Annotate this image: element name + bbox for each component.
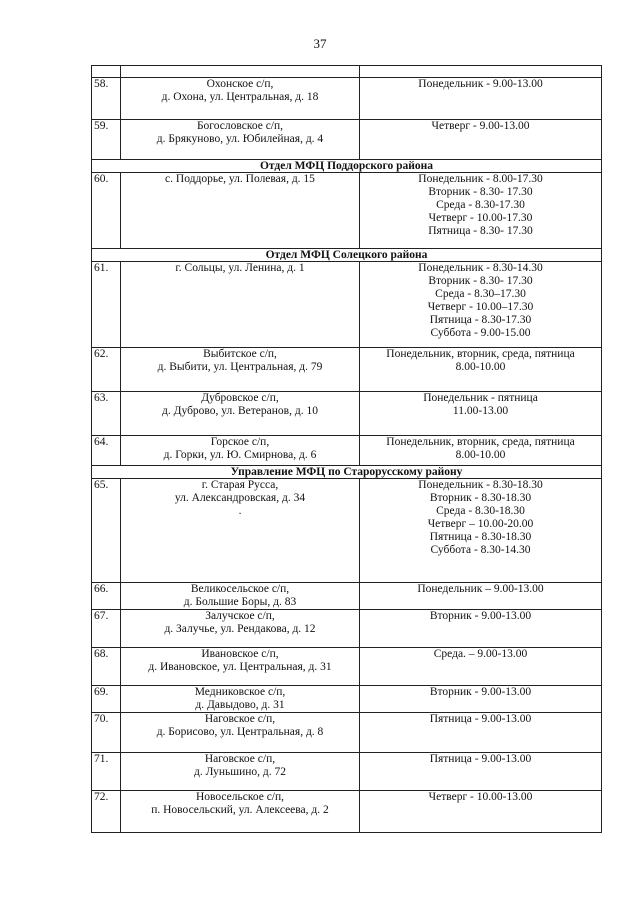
hours-line: Четверг - 10.00-13.00 — [428, 791, 533, 803]
address-line: д. Брякуново, ул. Юбилейная, д. 4 — [156, 133, 324, 145]
table-row — [92, 173, 602, 249]
schedule-table — [91, 65, 602, 833]
table-row — [92, 753, 602, 791]
hours-cell — [360, 686, 602, 713]
section-header-row — [92, 249, 602, 262]
hours-cell — [360, 610, 602, 648]
hours-line: Суббота - 9.00-15.00 — [430, 327, 531, 339]
table-row — [92, 262, 602, 348]
table-row — [92, 66, 602, 78]
table-row — [92, 120, 602, 160]
hours-line: Понедельник - 8.30-14.30 — [418, 262, 543, 274]
address-line: г. Старая Русса, — [201, 479, 279, 491]
hours-cell — [360, 648, 602, 686]
hours-cell — [360, 753, 602, 791]
address-line: с. Поддорье, ул. Полевая, д. 15 — [165, 173, 315, 185]
hours-cell — [360, 78, 602, 120]
address-line: д. Охона, ул. Центральная, д. 18 — [161, 91, 319, 103]
table-row — [92, 791, 602, 833]
section-title: Управление МФЦ по Старорусскому району — [92, 466, 602, 479]
hours-cell — [360, 392, 602, 436]
address-cell — [121, 686, 360, 713]
address-line: Выбитское с/п, — [203, 348, 277, 360]
hours-line: Четверг - 10.00–17.30 — [427, 301, 534, 313]
address-cell — [121, 120, 360, 160]
hours-line: Среда - 8.30-18.30 — [436, 505, 525, 517]
section-header-row — [92, 160, 602, 173]
address-line: д. Луньшино, д. 72 — [193, 766, 287, 778]
hours-line: Вторник - 9.00-13.00 — [429, 610, 532, 622]
section-title: Отдел МФЦ Солецкого района — [92, 249, 602, 262]
hours-line: Вторник - 8.30- 17.30 — [428, 275, 533, 287]
hours-line: Среда. – 9.00-13.00 — [433, 648, 528, 660]
address-line: Медниковское с/п, — [194, 686, 286, 698]
address-line: Горское с/п, — [210, 436, 270, 448]
row-number: 63. — [92, 392, 121, 436]
hours-cell — [360, 348, 602, 392]
hours-line: Пятница - 9.00-13.00 — [429, 753, 532, 765]
hours-line: Вторник - 8.30-18.30 — [429, 492, 532, 504]
table-row — [92, 78, 602, 120]
hours-line: 11.00-13.00 — [452, 405, 509, 417]
table-row — [92, 583, 602, 610]
address-cell — [121, 348, 360, 392]
row-number: 61. — [92, 262, 121, 348]
hours-cell — [360, 120, 602, 160]
table-row — [92, 648, 602, 686]
row-number: 60. — [92, 173, 121, 249]
row-number: 59. — [92, 120, 121, 160]
address-cell — [121, 583, 360, 610]
address-line: Залучское с/п, — [205, 610, 275, 622]
hours-line: Понедельник - пятница — [423, 392, 538, 404]
address-line: Наговское с/п, — [204, 753, 276, 765]
row-number: 69. — [92, 686, 121, 713]
row-number: 70. — [92, 713, 121, 753]
hours-line: Пятница - 8.30- 17.30 — [428, 225, 533, 237]
address-line: Ивановское с/п, — [201, 648, 279, 660]
row-number: 71. — [92, 753, 121, 791]
address-line: Богословское с/п, — [196, 120, 284, 132]
hours-cell — [360, 436, 602, 466]
address-line: Новосельское с/п, — [195, 791, 285, 803]
hours-line: Понедельник - 8.00-17.30 — [418, 173, 543, 185]
address-line: д. Залучье, ул. Рендакова, д. 12 — [164, 623, 316, 635]
address-line: д. Дуброво, ул. Ветеранов, д. 10 — [162, 405, 318, 417]
row-number: 65. — [92, 479, 121, 583]
address-cell — [121, 78, 360, 120]
hours-cell — [360, 791, 602, 833]
address-cell — [121, 753, 360, 791]
address-line: Дубровское с/п, — [201, 392, 279, 404]
hours-cell — [360, 66, 602, 78]
address-cell — [121, 610, 360, 648]
hours-line: Понедельник, вторник, среда, пятница — [386, 436, 575, 448]
hours-line: Среда - 8.30–17.30 — [435, 288, 526, 300]
address-cell — [121, 713, 360, 753]
address-line: д. Выбити, ул. Центральная, д. 79 — [157, 361, 323, 373]
row-number: 72. — [92, 791, 121, 833]
row-number: 58. — [92, 78, 121, 120]
table-row — [92, 479, 602, 583]
address-cell — [121, 479, 360, 583]
row-number: 67. — [92, 610, 121, 648]
hours-cell — [360, 713, 602, 753]
hours-cell — [360, 262, 602, 348]
table-row — [92, 348, 602, 392]
address-line: . — [238, 505, 242, 517]
address-line: г. Сольцы, ул. Ленина, д. 1 — [175, 262, 305, 274]
hours-line: Понедельник - 8.30-18.30 — [418, 479, 543, 491]
hours-line: 8.00-10.00 — [455, 361, 506, 373]
page-number: 37 — [313, 36, 327, 51]
table-row — [92, 392, 602, 436]
address-cell — [121, 648, 360, 686]
section-title: Отдел МФЦ Поддорского района — [92, 160, 602, 173]
table-row — [92, 610, 602, 648]
hours-line: Четверг - 9.00-13.00 — [431, 120, 530, 132]
address-line: Охонское с/п, — [206, 78, 274, 90]
address-line: д. Ивановское, ул. Центральная, д. 31 — [148, 661, 332, 673]
address-line: д. Борисово, ул. Центральная, д. 8 — [156, 726, 324, 738]
address-line: д. Давыдово, д. 31 — [195, 699, 285, 711]
hours-line: Среда - 8.30-17.30 — [436, 199, 525, 211]
hours-cell — [360, 583, 602, 610]
hours-line: Понедельник - 9.00-13.00 — [418, 78, 543, 90]
hours-line: Вторник - 9.00-13.00 — [429, 686, 532, 698]
address-line: п. Новосельский, ул. Алексеева, д. 2 — [151, 804, 329, 816]
address-cell — [121, 66, 360, 78]
schedule-table-body — [92, 66, 602, 833]
row-number — [92, 66, 121, 78]
hours-line: Пятница - 8.30-17.30 — [429, 314, 532, 326]
hours-line: Понедельник – 9.00-13.00 — [417, 583, 544, 595]
hours-line: 8.00-10.00 — [455, 449, 506, 461]
address-cell — [121, 173, 360, 249]
hours-line: Вторник - 8.30- 17.30 — [428, 186, 533, 198]
hours-line: Четверг – 10.00-20.00 — [427, 518, 534, 530]
row-number: 66. — [92, 583, 121, 610]
row-number: 62. — [92, 348, 121, 392]
hours-cell — [360, 479, 602, 583]
hours-line: Понедельник, вторник, среда, пятница — [386, 348, 575, 360]
table-row — [92, 686, 602, 713]
address-cell — [121, 791, 360, 833]
table-row — [92, 713, 602, 753]
table-row — [92, 436, 602, 466]
hours-line: Пятница - 9.00-13.00 — [429, 713, 532, 725]
section-header-row — [92, 466, 602, 479]
address-line: д. Большие Боры, д. 83 — [183, 596, 297, 608]
hours-line: Суббота - 8.30-14.30 — [430, 544, 531, 556]
row-number: 64. — [92, 436, 121, 466]
address-line: Наговское с/п, — [204, 713, 276, 725]
hours-line: Пятница - 8.30-18.30 — [429, 531, 532, 543]
row-number: 68. — [92, 648, 121, 686]
address-cell — [121, 262, 360, 348]
hours-line: Четверг - 10.00-17.30 — [428, 212, 533, 224]
address-cell — [121, 392, 360, 436]
address-line: д. Горки, ул. Ю. Смирнова, д. 6 — [163, 449, 317, 461]
address-line: Великосельское с/п, — [190, 583, 290, 595]
address-cell — [121, 436, 360, 466]
hours-cell — [360, 173, 602, 249]
address-line: ул. Александровская, д. 34 — [174, 492, 306, 504]
